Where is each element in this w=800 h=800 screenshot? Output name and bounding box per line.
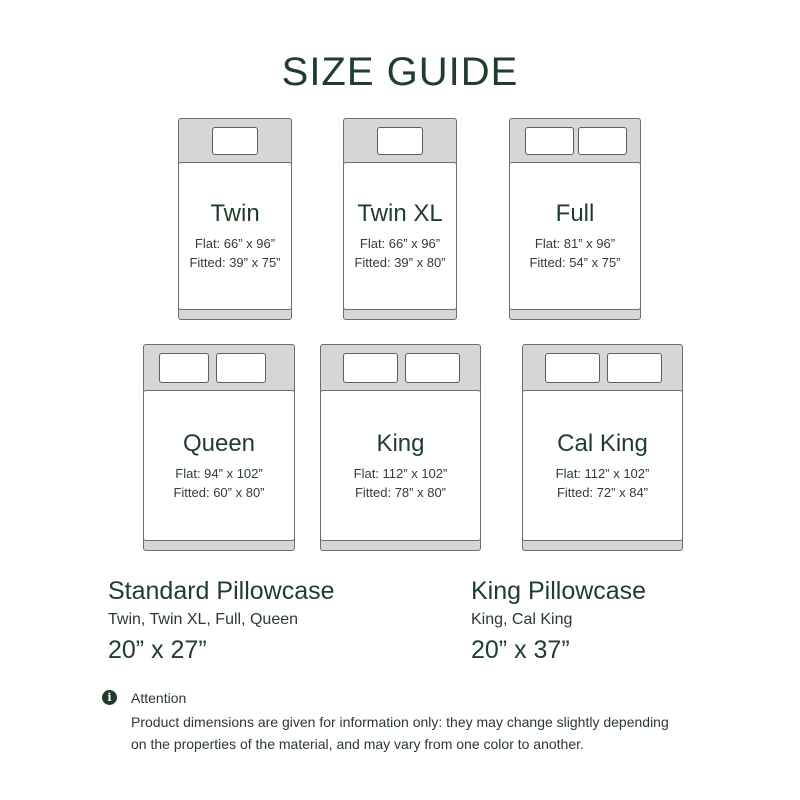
- standard-pillowcase-size: 20” x 27”: [108, 636, 207, 664]
- pillow: [216, 353, 266, 383]
- attention-text: [131, 711, 731, 755]
- fitted-size: Fitted: 78” x 80”: [354, 484, 447, 500]
- king-pillowcase-fits: King, Cal King: [471, 611, 573, 628]
- bed-twin: [178, 118, 292, 320]
- bed-name: Full: [555, 200, 595, 227]
- bed-name: King: [376, 429, 425, 457]
- mattress: [320, 390, 481, 541]
- fitted-size: Fitted: 72” x 84”: [556, 484, 649, 500]
- bed-name: Twin: [210, 200, 260, 227]
- flat-size: Flat: 66” x 96”: [194, 236, 276, 251]
- headboard: [320, 344, 481, 394]
- page-title: SIZE GUIDE: [281, 50, 519, 94]
- mattress: [522, 390, 683, 541]
- bed-king: [320, 344, 481, 551]
- headboard: [509, 118, 641, 166]
- mattress: [178, 162, 292, 310]
- king-pillowcase-title: King Pillowcase: [471, 577, 647, 605]
- attention-title: Attention: [131, 690, 187, 706]
- standard-pillowcase-title: Standard Pillowcase: [108, 577, 335, 605]
- standard-pillowcase-fits: Twin, Twin XL, Full, Queen: [108, 611, 299, 628]
- flat-size: Flat: 94” x 102”: [175, 465, 263, 481]
- bed-name: Twin XL: [357, 200, 443, 227]
- headboard: [143, 344, 295, 394]
- fitted-size: Fitted: 39” x 75”: [189, 255, 281, 270]
- bed-queen: [143, 344, 295, 551]
- flat-size: Flat: 81” x 96”: [534, 236, 616, 251]
- king-pillowcase-size: 20” x 37”: [471, 636, 570, 664]
- bed-name: Queen: [182, 429, 256, 457]
- headboard: [343, 118, 457, 166]
- pillow: [159, 353, 209, 383]
- mattress: [143, 390, 295, 541]
- fitted-size: Fitted: 60” x 80”: [173, 484, 265, 500]
- pillow: [525, 127, 574, 155]
- pillow: [545, 353, 600, 383]
- pillow: [578, 127, 627, 155]
- info-icon: i: [102, 690, 117, 705]
- flat-size: Flat: 112” x 102”: [555, 465, 650, 481]
- fitted-size: Fitted: 54” x 75”: [529, 255, 621, 270]
- pillow: [377, 127, 423, 155]
- pillow: [607, 353, 662, 383]
- mattress: [509, 162, 641, 310]
- pillow: [212, 127, 258, 155]
- mattress: [343, 162, 457, 310]
- flat-size: Flat: 112” x 102”: [353, 465, 448, 481]
- pillow: [343, 353, 398, 383]
- bed-cal-king: [522, 344, 683, 551]
- pillow: [405, 353, 460, 383]
- bed-twin-xl: [343, 118, 457, 320]
- bed-name: Cal King: [557, 429, 648, 457]
- headboard: [178, 118, 292, 166]
- bed-full: [509, 118, 641, 320]
- attention-line: Product dimensions are given for information only: they may change slightly depending: [131, 714, 669, 730]
- headboard: [522, 344, 683, 394]
- flat-size: Flat: 66” x 96”: [359, 236, 441, 251]
- fitted-size: Fitted: 39” x 80”: [354, 255, 446, 270]
- attention-line: on the properties of the material, and may vary from one color to another.: [131, 736, 584, 752]
